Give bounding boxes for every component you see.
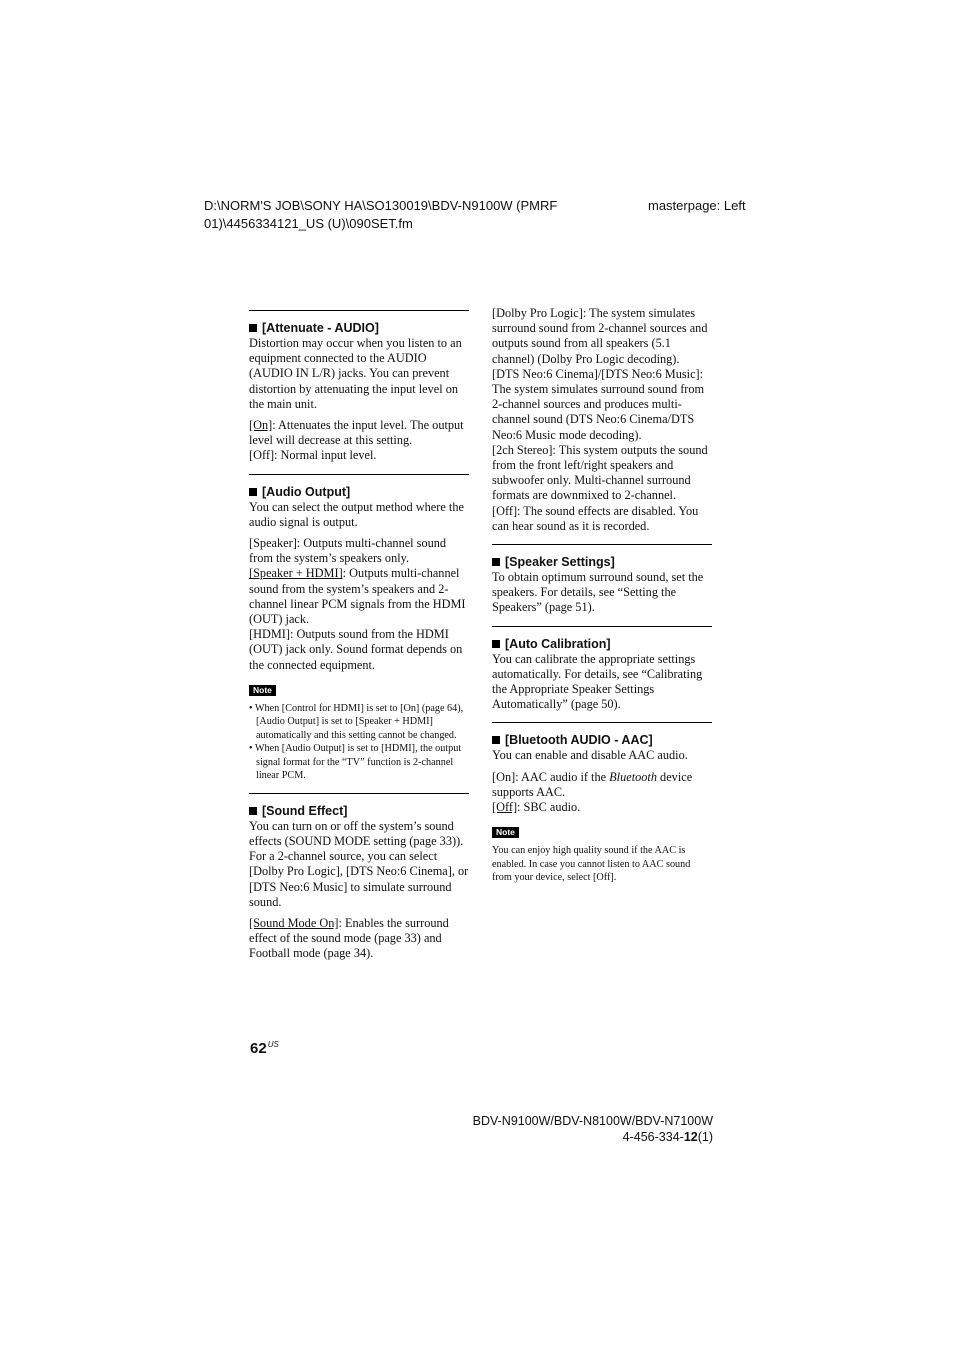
section-rule <box>492 544 712 545</box>
file-path-line2: 01)\4456334121_US (U)\090SET.fm <box>204 216 413 231</box>
section-rule <box>249 793 469 794</box>
bluetooth-aac-off-option: [Off]: SBC audio. <box>492 800 581 815</box>
square-bullet-icon <box>249 488 257 496</box>
sound-effect-mode-on-option: [Sound Mode On]: Enables the surround effect of the sound mode (page 33) and Football mode (page 34). <box>249 916 449 961</box>
note-item: • When [Audio Output] is set to [HDMI], the output signal format for the “TV” function is 2-channel linear PCM. <box>249 743 462 782</box>
section-title-bluetooth-aac: [Bluetooth AUDIO - AAC] <box>492 732 712 748</box>
sound-effect-dts-option: [DTS Neo:6 Cinema]/[DTS Neo:6 Music]: The system simulates surround sound from 2-channel sources and produces multi-channel sound (DTS Neo:6 Cinema/DTS Neo:6 Music mode decoding). <box>492 366 705 442</box>
masterpage-label: masterpage: Left <box>648 198 746 213</box>
model-footer <box>420 1113 713 1145</box>
bluetooth-aac-description: You can enable and disable AAC audio. <box>492 748 688 763</box>
file-path <box>204 197 584 233</box>
section-rule <box>249 474 469 475</box>
note-badge: Note <box>492 827 519 838</box>
note-badge: Note <box>249 685 276 696</box>
attenuate-off-option: [Off]: Normal input level. <box>249 448 377 463</box>
section-title-sound-effect: [Sound Effect] <box>249 803 469 819</box>
section-rule <box>249 310 469 311</box>
audio-output-hdmi-option: [HDMI]: Outputs sound from the HDMI (OUT) jack only. Sound format depends on the connected equipment. <box>249 627 463 672</box>
section-title-audio-output: [Audio Output] <box>249 484 469 500</box>
default-option-label: [Speaker + HDMI] <box>249 566 343 581</box>
page-number: $62^{US}$ <box>250 1040 279 1057</box>
document-code: 4-456-334-12(1) <box>622 1130 713 1144</box>
square-bullet-icon <box>249 324 257 332</box>
sound-effect-off-option: [Off]: The sound effects are disabled. You can hear sound as it is recorded. <box>492 503 699 533</box>
note-item: • When [Control for HDMI] is set to [On] (page 64), [Audio Output] is set to [Speaker + HDMI] automatically and this setting cannot be changed. <box>249 702 464 741</box>
attenuate-on-option: [On]: Attenuates the input level. The output level will decrease at this setting. <box>249 418 464 448</box>
audio-output-notes <box>249 702 469 783</box>
section-rule <box>492 722 712 723</box>
left-column <box>249 310 469 962</box>
default-option-label: [Sound Mode On] <box>249 916 339 931</box>
audio-output-speaker-hdmi-option: [Speaker + HDMI]: Outputs multi-channel sound from the system’s speakers and 2-channel linear PCM signals from the HDMI (OUT) jack. <box>249 566 466 627</box>
default-option-label: [Off] <box>492 800 518 815</box>
file-path-line1: D:\NORM'S JOB\SONY HA\SO130019\BDV-N9100W (PMRF <box>204 198 558 213</box>
square-bullet-icon <box>492 558 500 566</box>
audio-output-description: You can select the output method where the audio signal is output. <box>249 499 464 529</box>
section-rule <box>492 626 712 627</box>
audio-output-speaker-option: [Speaker]: Outputs multi-channel sound from the system’s speakers only. <box>249 536 447 566</box>
bluetooth-aac-note: You can enjoy high quality sound if the AAC is enabled. In case you cannot listen to AAC sound from your device, select [Off]. <box>492 845 691 884</box>
sound-effect-stereo-option: [2ch Stereo]: This system outputs the sound from the front left/right speakers and subwoofer only. Multi-channel surround formats are downmixed to 2-channel. <box>492 442 708 503</box>
sound-effect-dolby-option: [Dolby Pro Logic]: The system simulates surround sound from 2-channel sources and outputs sound from all speakers (5.1 channel) (Dolby Pro Logic decoding). <box>492 306 708 366</box>
model-numbers: BDV-N9100W/BDV-N8100W/BDV-N7100W <box>472 1114 713 1128</box>
bluetooth-aac-on-option: [On]: AAC audio if the Bluetooth device supports AAC. <box>492 769 693 799</box>
section-title-auto-calibration: [Auto Calibration] <box>492 636 712 652</box>
section-title-attenuate: [Attenuate - AUDIO] <box>249 320 469 336</box>
auto-calibration-description: You can calibrate the appropriate settings automatically. For details, see “Calibrating the Appropriate Speaker Settings Automatically” (page 50). <box>492 651 703 712</box>
right-column <box>492 306 712 885</box>
square-bullet-icon <box>492 736 500 744</box>
section-title-speaker-settings: [Speaker Settings] <box>492 554 712 570</box>
square-bullet-icon <box>249 807 257 815</box>
default-option-label: [On] <box>249 418 273 433</box>
sound-effect-description: You can turn on or off the system’s sound effects (SOUND MODE setting (page 33)). For a 2-channel source, you can select [Dolby Pro Logic], [DTS Neo:6 Cinema], or [DTS Neo:6 Music] to simulate surround sound. <box>249 818 469 909</box>
speaker-settings-description: To obtain optimum surround sound, set the speakers. For details, see “Setting the Speakers” (page 51). <box>492 570 704 615</box>
square-bullet-icon <box>492 640 500 648</box>
attenuate-description: Distortion may occur when you listen to an equipment connected to the AUDIO (AUDIO IN L/R) jacks. You can prevent distortion by attenuating the input level on the main unit. <box>249 336 462 411</box>
page-region-suffix: US <box>267 1040 279 1049</box>
